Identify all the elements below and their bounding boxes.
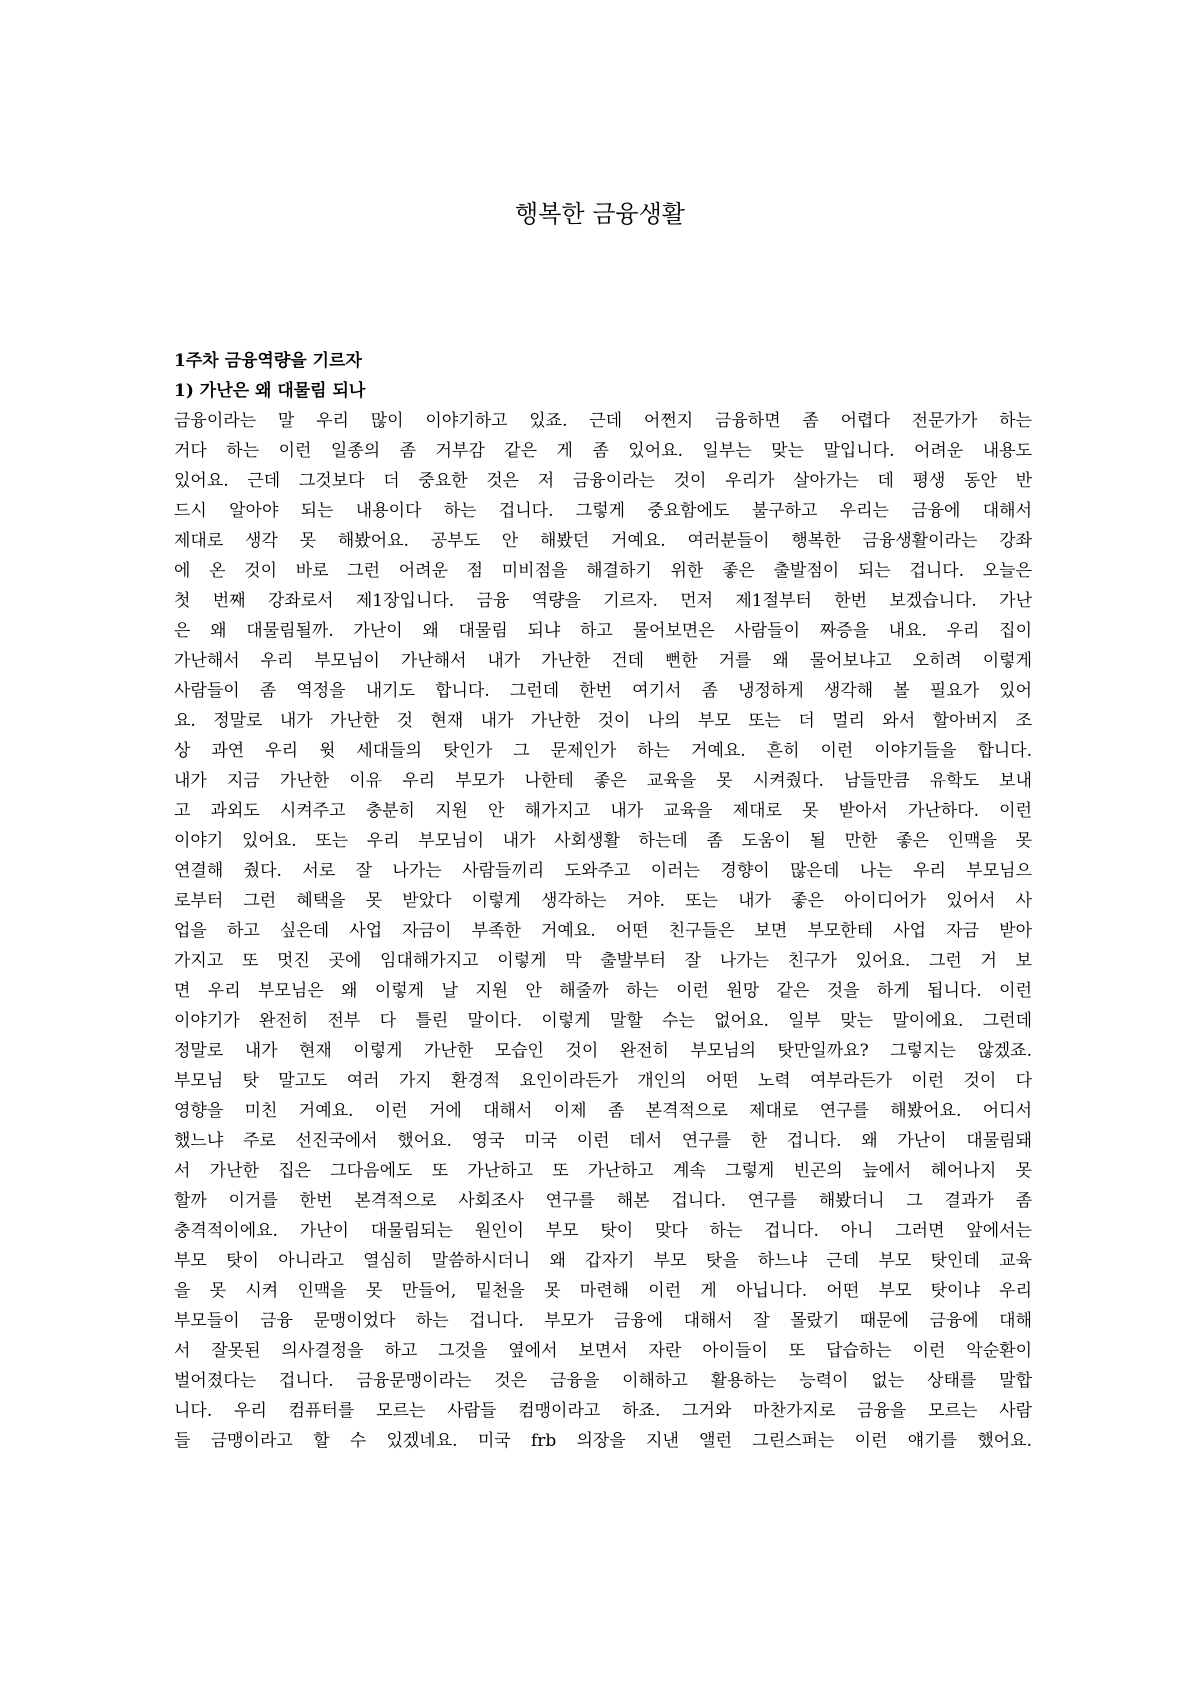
body-line: 서 가난한 집은 그다음에도 또 가난하고 또 가난하고 계속 그렇게 빈곤의 늪에서 헤어나지 못: [174, 1161, 1032, 1181]
body-line: 은 왜 대물림될까. 가난이 왜 대물림 되냐 하고 물어보면은 사람들이 짜증을 내요. 우리 집이: [174, 621, 1032, 641]
document-title: 행복한 금융생활: [515, 200, 685, 228]
body-line: 서 잘못된 의사결정을 하고 그것을 옆에서 보면서 자란 아이들이 또 답습하는 이런 악순환이: [174, 1341, 1032, 1361]
document-content: [174, 346, 1032, 1456]
section-heading: 1) 가난은 왜 대물림 되나: [174, 381, 366, 401]
body-line: 가난해서 우리 부모님이 가난해서 내가 가난한 건데 뻔한 거를 왜 물어보냐고 오히려 이렇게: [174, 651, 1032, 671]
body-line: 상 과연 우리 윗 세대들의 탓인가 그 문제인가 하는 거예요. 흔히 이런 이야기들을 합니다.: [174, 741, 1032, 761]
body-line: 가지고 또 멋진 곳에 임대해가지고 이렇게 막 출발부터 잘 나가는 친구가 있어요. 그런 거 보: [174, 951, 1032, 971]
body-line: 업을 하고 싶은데 사업 자금이 부족한 거예요. 어떤 친구들은 보면 부모한테 사업 자금 받아: [174, 921, 1032, 941]
body-line: 사람들이 좀 역정을 내기도 합니다. 그런데 한번 여기서 좀 냉정하게 생각해 볼 필요가 있어: [174, 681, 1032, 701]
body-line: 요. 정말로 내가 가난한 것 현재 내가 가난한 것이 나의 부모 또는 더 멀리 와서 할아버지 조: [174, 711, 1032, 731]
body-line: 연결해 줬다. 서로 잘 나가는 사람들끼리 도와주고 이러는 경향이 많은데 나는 우리 부모님으: [174, 861, 1032, 881]
chapter-heading: 1주차 금융역량을 기르자: [174, 351, 362, 371]
body-line: 했느냐 주로 선진국에서 했어요. 영국 미국 이런 데서 연구를 한 겁니다. 왜 가난이 대물림돼: [174, 1131, 1032, 1151]
body-line: 이야기가 완전히 전부 다 틀린 말이다. 이렇게 말할 수는 없어요. 일부 맞는 말이에요. 그런데: [174, 1011, 1032, 1031]
body-line: 부모 탓이 아니라고 열심히 말씀하시더니 왜 갑자기 부모 탓을 하느냐 근데 부모 탓인데 교육: [174, 1251, 1032, 1271]
body-line: 정말로 내가 현재 이렇게 가난한 모습인 것이 완전히 부모님의 탓만일까요? 그렇지는 않겠죠.: [174, 1041, 1032, 1061]
body-line: 을 못 시켜 인맥을 못 만들어, 밑천을 못 마련해 이런 게 아닙니다. 어떤 부모 탓이냐 우리: [174, 1281, 1032, 1301]
body-line: 부모들이 금융 문맹이었다 하는 겁니다. 부모가 금융에 대해서 잘 몰랐기 때문에 금융에 대해: [174, 1311, 1032, 1331]
body-line: 로부터 그런 혜택을 못 받았다 이렇게 생각하는 거야. 또는 내가 좋은 아이디어가 있어서 사: [174, 891, 1032, 911]
body-line: 부모님 탓 말고도 여러 가지 환경적 요인이라든가 개인의 어떤 노력 여부라든가 이런 것이 다: [174, 1071, 1032, 1091]
body-line: 영향을 미친 거예요. 이런 거에 대해서 이제 좀 본격적으로 제대로 연구를 해봤어요. 어디서: [174, 1101, 1032, 1121]
body-line: 니다. 우리 컴퓨터를 모르는 사람들 컴맹이라고 하죠. 그거와 마찬가지로 금융을 모르는 사람: [174, 1401, 1032, 1421]
body-line: 드시 알아야 되는 내용이다 하는 겁니다. 그렇게 중요함에도 불구하고 우리는 금융에 대해서: [174, 501, 1032, 521]
body-line: 할까 이거를 한번 본격적으로 사회조사 연구를 해본 겁니다. 연구를 해봤더니 그 결과가 좀: [174, 1191, 1032, 1211]
body-line: 첫 번째 강좌로서 제1장입니다. 금융 역량을 기르자. 먼저 제1절부터 한번 보겠습니다. 가난: [174, 591, 1032, 611]
body-line: 제대로 생각 못 해봤어요. 공부도 안 해봤던 거예요. 여러분들이 행복한 금융생활이라는 강좌: [174, 531, 1032, 551]
body-line: 고 과외도 시켜주고 충분히 지원 안 해가지고 내가 교육을 제대로 못 받아서 가난하다. 이런: [174, 801, 1032, 821]
body-line: 내가 지금 가난한 이유 우리 부모가 나한테 좋은 교육을 못 시켜줬다. 남들만큼 유학도 보내: [174, 771, 1032, 791]
body-line: 들 금맹이라고 할 수 있겠네요. 미국 frb 의장을 지낸 앨런 그린스퍼는 이런 얘기를 했어요.: [174, 1431, 1032, 1451]
body-line: 거다 하는 이런 일종의 좀 거부감 같은 게 좀 있어요. 일부는 맞는 말입니다. 어려운 내용도: [174, 441, 1032, 461]
body-line: 금융이라는 말 우리 많이 이야기하고 있죠. 근데 어쩐지 금융하면 좀 어렵다 전문가가 하는: [174, 411, 1032, 431]
body-line: 벌어졌다는 겁니다. 금융문맹이라는 것은 금융을 이해하고 활용하는 능력이 없는 상태를 말합: [174, 1371, 1032, 1391]
body-paragraph: [174, 406, 1032, 1456]
body-line: 면 우리 부모님은 왜 이렇게 날 지원 안 해줄까 하는 이런 원망 같은 것을 하게 됩니다. 이런: [174, 981, 1032, 1001]
body-line: 에 온 것이 바로 그런 어려운 점 미비점을 해결하기 위한 좋은 출발점이 되는 겁니다. 오늘은: [174, 561, 1032, 581]
body-line: 충격적이에요. 가난이 대물림되는 원인이 부모 탓이 맞다 하는 겁니다. 아니 그러면 앞에서는: [174, 1221, 1032, 1241]
body-line: 있어요. 근데 그것보다 더 중요한 것은 저 금융이라는 것이 우리가 살아가는 데 평생 동안 반: [174, 471, 1032, 491]
body-line: 이야기 있어요. 또는 우리 부모님이 내가 사회생활 하는데 좀 도움이 될 만한 좋은 인맥을 못: [174, 831, 1032, 851]
